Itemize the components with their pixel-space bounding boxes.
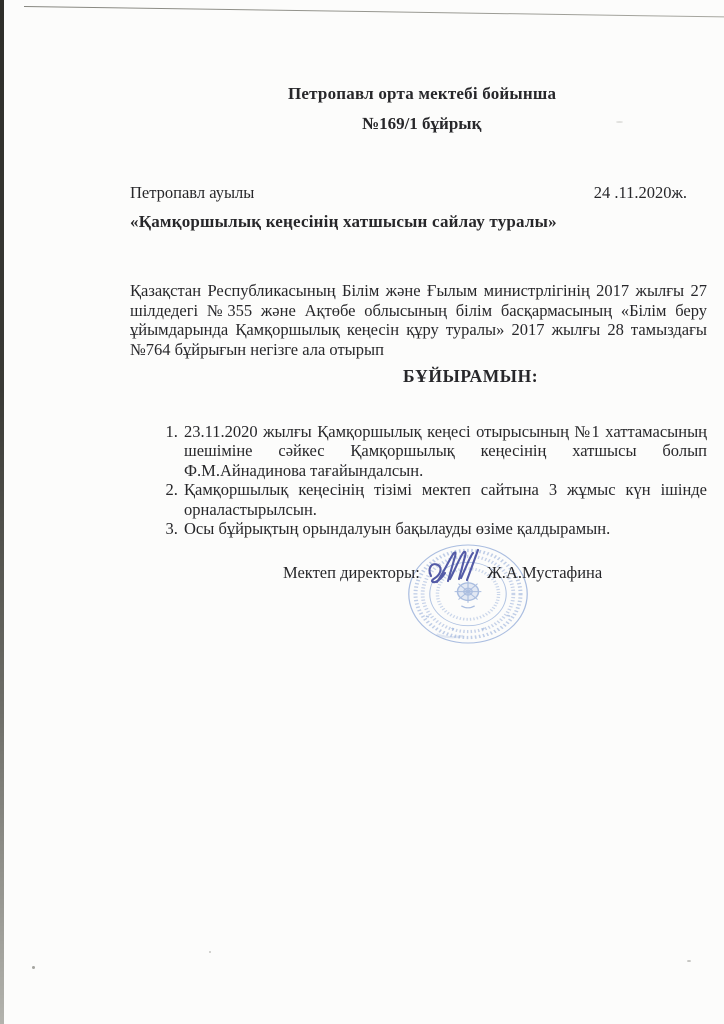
director-label: Мектеп директоры: bbox=[283, 563, 420, 582]
order-item: 1. 23.11.2020 жылғы Қамқоршылық кеңесі отырысының №1 хаттамасының шешіміне сәйкес Қамқоршылық кеңесінің хатшысы болып Ф.М.Айнадинова тағайындалсын. bbox=[182, 422, 707, 480]
document-title-line1: Петропавл орта мектебі бойынша bbox=[288, 84, 557, 103]
scan-speck bbox=[32, 966, 35, 969]
place-label: Петропавл ауылы bbox=[130, 183, 255, 202]
order-list bbox=[130, 422, 707, 538]
scan-speck bbox=[687, 960, 691, 962]
order-list-wrap bbox=[130, 422, 707, 538]
scan-speck bbox=[209, 951, 211, 953]
subject-heading: «Қамқоршылық кеңесінің хатшысын сайлау туралы» bbox=[130, 212, 557, 231]
preamble-paragraph: Қазақстан Республикасының Білім және Ғылым министрлігінің 2017 жылғы 27 шілдедегі №355 және Ақтөбе облысының білім басқармасының «Білім беру ұйымдарында Қамқоршылық кеңесін құру туралы» 2017 жылғы 28 тамыздағы №764 бұйрығын негізге ала отырып bbox=[130, 281, 707, 359]
order-heading: БҰЙЫРАМЫН: bbox=[403, 366, 539, 386]
order-item: 3. Осы бұйрықтың орындалуын бақылауды өзіме қалдырамын. bbox=[182, 519, 707, 538]
scan-page-edge-line bbox=[24, 6, 724, 18]
date-label: 24 .11.2020ж. bbox=[593, 183, 687, 202]
handwritten-signature-icon bbox=[423, 546, 485, 592]
place-date-row bbox=[130, 183, 687, 203]
scan-edge-strip bbox=[0, 0, 4, 1024]
director-name: Ж.А.Мустафина bbox=[487, 563, 603, 582]
order-item: 2. Қамқоршылық кеңесінің тізімі мектеп сайтына 3 жұмыс күн ішінде орналастырылсын. bbox=[182, 480, 707, 519]
document-title-line2: №169/1 бұйрық bbox=[362, 114, 482, 133]
scan-speck bbox=[616, 121, 623, 123]
